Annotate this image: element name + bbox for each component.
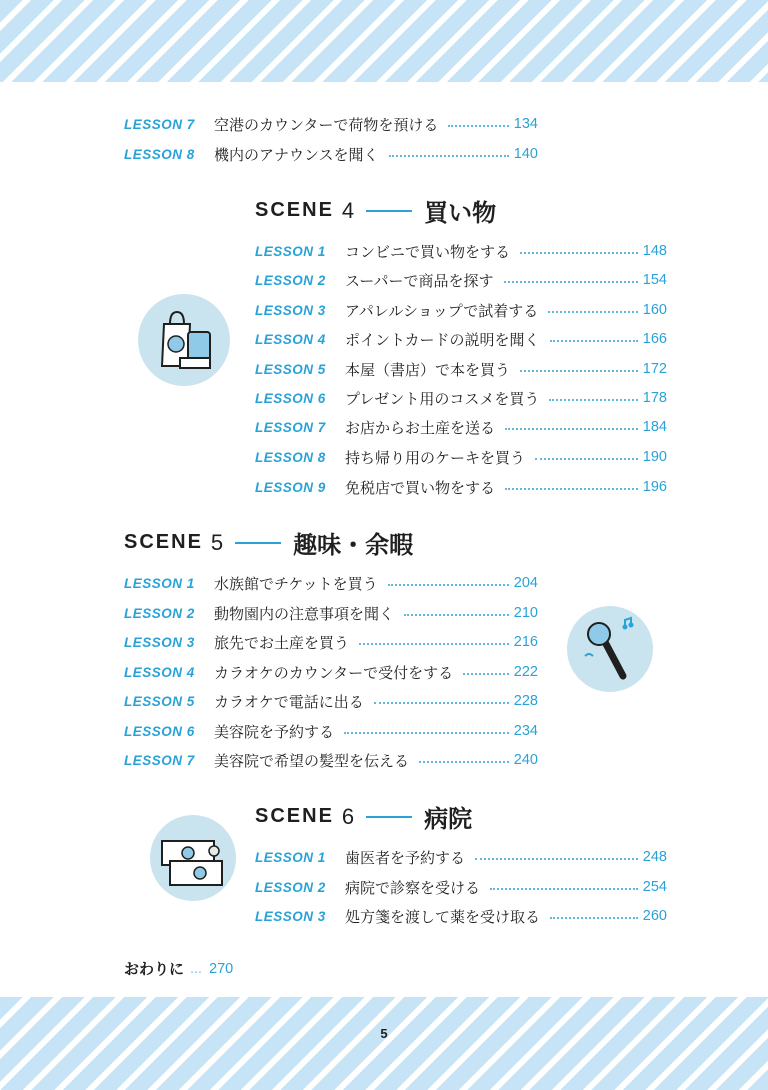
scene-divider: [235, 542, 281, 544]
leader-dots: [389, 155, 509, 157]
scene-number: 6: [341, 803, 355, 829]
lesson-title: カラオケのカウンターで受付をする: [214, 663, 454, 682]
toc-entry[interactable]: [255, 387, 667, 409]
scene-title: 買い物: [424, 199, 497, 227]
lesson-label: LESSON 3: [124, 634, 195, 650]
leader-dots: [388, 584, 509, 586]
lesson-label: LESSON 4: [124, 664, 195, 680]
lesson-title: 歯医者を予約する: [345, 848, 466, 867]
page-number: 178: [642, 390, 667, 406]
toc-entry[interactable]: [255, 328, 667, 350]
lesson-label: LESSON 6: [124, 723, 195, 739]
page-number: 216: [513, 634, 538, 650]
leader-dots: [475, 858, 638, 860]
lesson-label: LESSON 9: [255, 479, 326, 495]
scene-word: SCENE: [255, 199, 334, 221]
toc-entry[interactable]: [124, 631, 538, 653]
toc-entry[interactable]: [124, 602, 538, 624]
leader-dots: [359, 643, 509, 645]
page-number: 160: [642, 302, 667, 318]
page-number: 184: [642, 419, 667, 435]
lesson-label: LESSON 3: [255, 302, 326, 318]
page-number: 248: [642, 849, 667, 865]
lesson-label: LESSON 7: [124, 116, 195, 132]
scene-4-heading: [255, 193, 496, 228]
leader-dots: [374, 702, 509, 704]
folio-page-number: 5: [380, 1026, 388, 1041]
top-stripe-band: [0, 0, 768, 82]
toc-entry[interactable]: [124, 720, 538, 742]
scene-title: 病院: [424, 805, 473, 833]
leader-dots: [520, 252, 638, 254]
scene-divider: [366, 816, 412, 818]
lesson-title: 動物園内の注意事項を聞く: [214, 604, 395, 623]
lesson-title: カラオケで電話に出る: [214, 692, 364, 711]
page-number: 240: [513, 752, 538, 768]
page-number: 134: [513, 116, 538, 132]
leader-dots: …: [190, 961, 204, 976]
toc-entry[interactable]: [255, 416, 667, 438]
page-number: 254: [642, 879, 667, 895]
lesson-label: LESSON 8: [124, 146, 195, 162]
lesson-label: LESSON 1: [255, 849, 326, 865]
lesson-label: LESSON 1: [124, 575, 195, 591]
page-number: 204: [513, 575, 538, 591]
lesson-label: LESSON 3: [255, 908, 326, 924]
toc-entry[interactable]: [255, 299, 667, 321]
toc-entry[interactable]: [255, 846, 667, 868]
leader-dots: [535, 458, 638, 460]
leader-dots: [505, 428, 638, 430]
lesson-title: プレゼント用のコスメを買う: [345, 389, 540, 408]
scene-6-heading: [255, 799, 472, 834]
lesson-label: LESSON 7: [255, 419, 326, 435]
lesson-label: LESSON 2: [255, 879, 326, 895]
page-number: 260: [642, 908, 667, 924]
scene-title: 趣味・余暇: [293, 531, 414, 559]
scene-number: 4: [341, 197, 355, 223]
lesson-title: ポイントカードの説明を聞く: [345, 330, 540, 349]
toc-entry[interactable]: [255, 240, 667, 262]
toc-entry[interactable]: [124, 661, 538, 683]
toc-entry[interactable]: [255, 269, 667, 291]
closing-label: おわりに: [124, 960, 185, 978]
scene-number: 5: [210, 529, 224, 555]
lesson-title: アパレルショップで試着する: [345, 301, 539, 320]
leader-dots: [463, 673, 509, 675]
leader-dots: [448, 125, 509, 127]
leader-dots: [344, 732, 509, 734]
scene-5-heading: [124, 525, 413, 560]
lesson-label: LESSON 1: [255, 243, 326, 259]
leader-dots: [505, 488, 638, 490]
leader-dots: [550, 917, 638, 919]
page-number: 228: [513, 693, 538, 709]
page-number: 140: [513, 146, 538, 162]
lesson-label: LESSON 2: [255, 272, 326, 288]
lesson-title: 免税店で買い物をする: [345, 478, 496, 497]
toc-entry-closing[interactable]: [124, 958, 233, 979]
lesson-title: 旅先でお土産を買う: [214, 633, 350, 652]
toc-entry[interactable]: [124, 690, 538, 712]
page-number: 270: [209, 960, 234, 977]
page-number: 196: [642, 479, 667, 495]
page-number: 222: [513, 664, 538, 680]
money-illustration: [150, 815, 236, 901]
lesson-title: 病院で診察を受ける: [345, 878, 481, 897]
money-icon: [150, 815, 236, 901]
lesson-title: 本屋（書店）で本を買う: [345, 360, 511, 379]
toc-entry[interactable]: [124, 143, 538, 165]
toc-entry[interactable]: [124, 113, 538, 135]
leader-dots: [549, 399, 638, 401]
lesson-label: LESSON 6: [255, 390, 326, 406]
page-number: 172: [642, 361, 667, 377]
toc-entry[interactable]: [124, 749, 538, 771]
lesson-title: 空港のカウンターで荷物を預ける: [214, 115, 439, 134]
lesson-label: LESSON 4: [255, 331, 326, 347]
toc-entry[interactable]: [255, 446, 667, 468]
page-number: 190: [642, 449, 667, 465]
page-number: 166: [642, 331, 667, 347]
leader-dots: [550, 340, 638, 342]
shopping-illustration: [138, 294, 230, 386]
shopping-bag-icon: [138, 294, 230, 386]
leader-dots: [548, 311, 638, 313]
lesson-label: LESSON 2: [124, 605, 195, 621]
lesson-title: 処方箋を渡して薬を受け取る: [345, 907, 541, 926]
lesson-title: 持ち帰り用のケーキを買う: [345, 448, 526, 467]
toc-entry[interactable]: [124, 572, 538, 594]
lesson-title: 水族館でチケットを買う: [214, 574, 378, 593]
toc-entry[interactable]: [255, 358, 667, 380]
scene-word: SCENE: [124, 531, 203, 553]
lesson-title: コンビニで買い物をする: [345, 242, 511, 261]
lesson-title: 美容院を予約する: [214, 722, 335, 741]
lesson-label: LESSON 5: [255, 361, 326, 377]
bottom-stripe-band: [0, 997, 768, 1090]
lesson-title: スーパーで商品を探す: [345, 271, 494, 290]
scene-word: SCENE: [255, 805, 334, 827]
leader-dots: [490, 888, 638, 890]
lesson-label: LESSON 8: [255, 449, 326, 465]
toc-entry[interactable]: [255, 476, 667, 498]
lesson-title: 美容院で希望の髪型を伝える: [214, 751, 410, 770]
toc-entry[interactable]: [255, 905, 667, 927]
leader-dots: [504, 281, 638, 283]
page-number: 154: [642, 272, 667, 288]
lesson-title: お店からお土産を送る: [345, 418, 496, 437]
microphone-icon: [567, 606, 653, 692]
scene-divider: [366, 210, 412, 212]
page-number: 210: [513, 605, 538, 621]
karaoke-illustration: [567, 606, 653, 692]
leader-dots: [520, 370, 638, 372]
page-number: 234: [513, 723, 538, 739]
lesson-label: LESSON 5: [124, 693, 195, 709]
leader-dots: [404, 614, 509, 616]
leader-dots: [419, 761, 509, 763]
lesson-title: 機内のアナウンスを聞く: [214, 145, 379, 164]
page-number: 148: [642, 243, 667, 259]
lesson-label: LESSON 7: [124, 752, 195, 768]
toc-entry[interactable]: [255, 876, 667, 898]
